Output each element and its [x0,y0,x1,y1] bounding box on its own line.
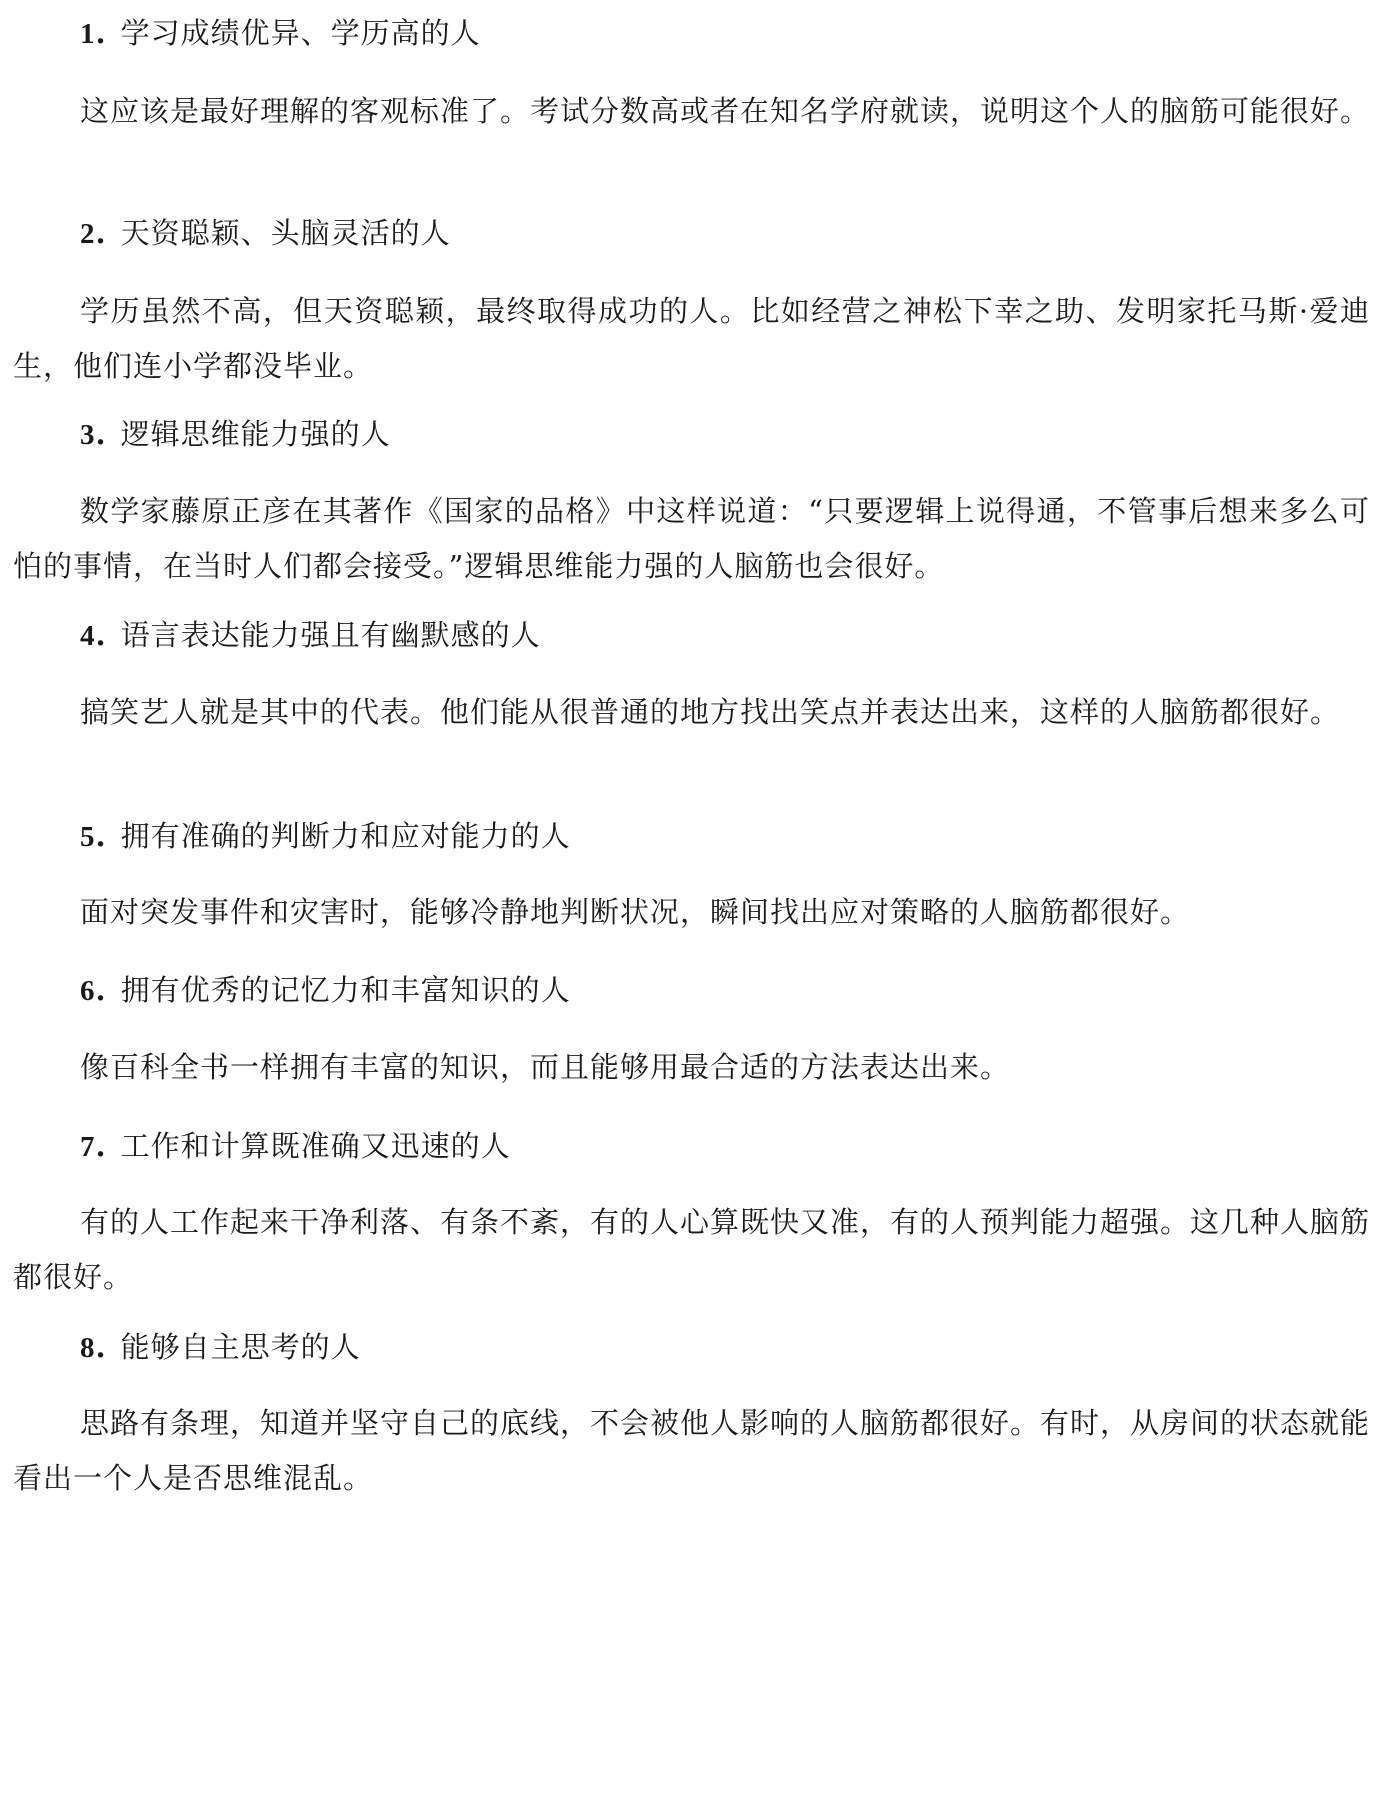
section-number: 8 [80,1332,96,1364]
section-paragraph-2: 学历虽然不高，但天资聪颖，最终取得成功的人。比如经营之神松下幸之助、发明家托马斯·爱迪生，他们连小学都没毕业。 [13,294,1370,383]
section-title: 能够自主思考的人 [120,1330,361,1364]
section-heading-1: 1. 学习成绩优异、学历高的人 [80,16,481,50]
section-heading-6: 6. 拥有优秀的记忆力和丰富知识的人 [80,973,571,1007]
section-paragraph-5: 面对突发事件和灾害时，能够冷静地判断状况，瞬间找出应对策略的人脑筋都很好。 [80,895,1191,929]
section-number: 4 [80,620,96,652]
section-paragraph-8: 思路有条理，知道并坚守自己的底线，不会被他人影响的人脑筋都很好。有时，从房间的状态就能看出一个人是否思维混乱。 [13,1406,1371,1495]
section-number: 5 [80,821,96,853]
section-paragraph-3: 数学家藤原正彦在其著作《国家的品格》中这样说道：“只要逻辑上说得通，不管事后想来多么可怕的事情，在当时人们都会接受。”逻辑思维能力强的人脑筋也会很好。 [13,494,1370,583]
section-paragraph-1: 这应该是最好理解的客观标准了。考试分数高或者在知名学府就读，说明这个人的脑筋可能很好。 [80,94,1371,128]
section-number: 1 [80,18,96,50]
section-title: 拥有准确的判断力和应对能力的人 [120,819,571,853]
section-number: 3 [80,419,96,451]
section-heading-3: 3. 逻辑思维能力强的人 [80,417,391,451]
section-heading-2: 2. 天资聪颖、头脑灵活的人 [80,216,451,250]
section-number: 7 [80,1131,96,1163]
section-title: 拥有优秀的记忆力和丰富知识的人 [120,973,571,1007]
section-paragraph-4: 搞笑艺人就是其中的代表。他们能从很普通的地方找出笑点并表达出来，这样的人脑筋都很好。 [80,695,1341,729]
section-number: 6 [80,975,96,1007]
section-title: 天资聪颖、头脑灵活的人 [120,216,451,250]
section-title: 工作和计算既准确又迅速的人 [120,1129,511,1163]
section-heading-4: 4. 语言表达能力强且有幽默感的人 [80,618,541,652]
section-heading-5: 5. 拥有准确的判断力和应对能力的人 [80,819,571,853]
section-number: 2 [80,218,96,250]
section-paragraph-7: 有的人工作起来干净利落、有条不紊，有的人心算既快又准，有的人预判能力超强。这几种人脑筋都很好。 [13,1205,1371,1294]
section-title: 逻辑思维能力强的人 [120,417,391,451]
section-title: 语言表达能力强且有幽默感的人 [120,618,541,652]
section-paragraph-6: 像百科全书一样拥有丰富的知识，而且能够用最合适的方法表达出来。 [80,1050,1011,1084]
section-title: 学习成绩优异、学历高的人 [120,16,481,50]
section-heading-8: 8. 能够自主思考的人 [80,1330,361,1364]
section-heading-7: 7. 工作和计算既准确又迅速的人 [80,1129,511,1163]
